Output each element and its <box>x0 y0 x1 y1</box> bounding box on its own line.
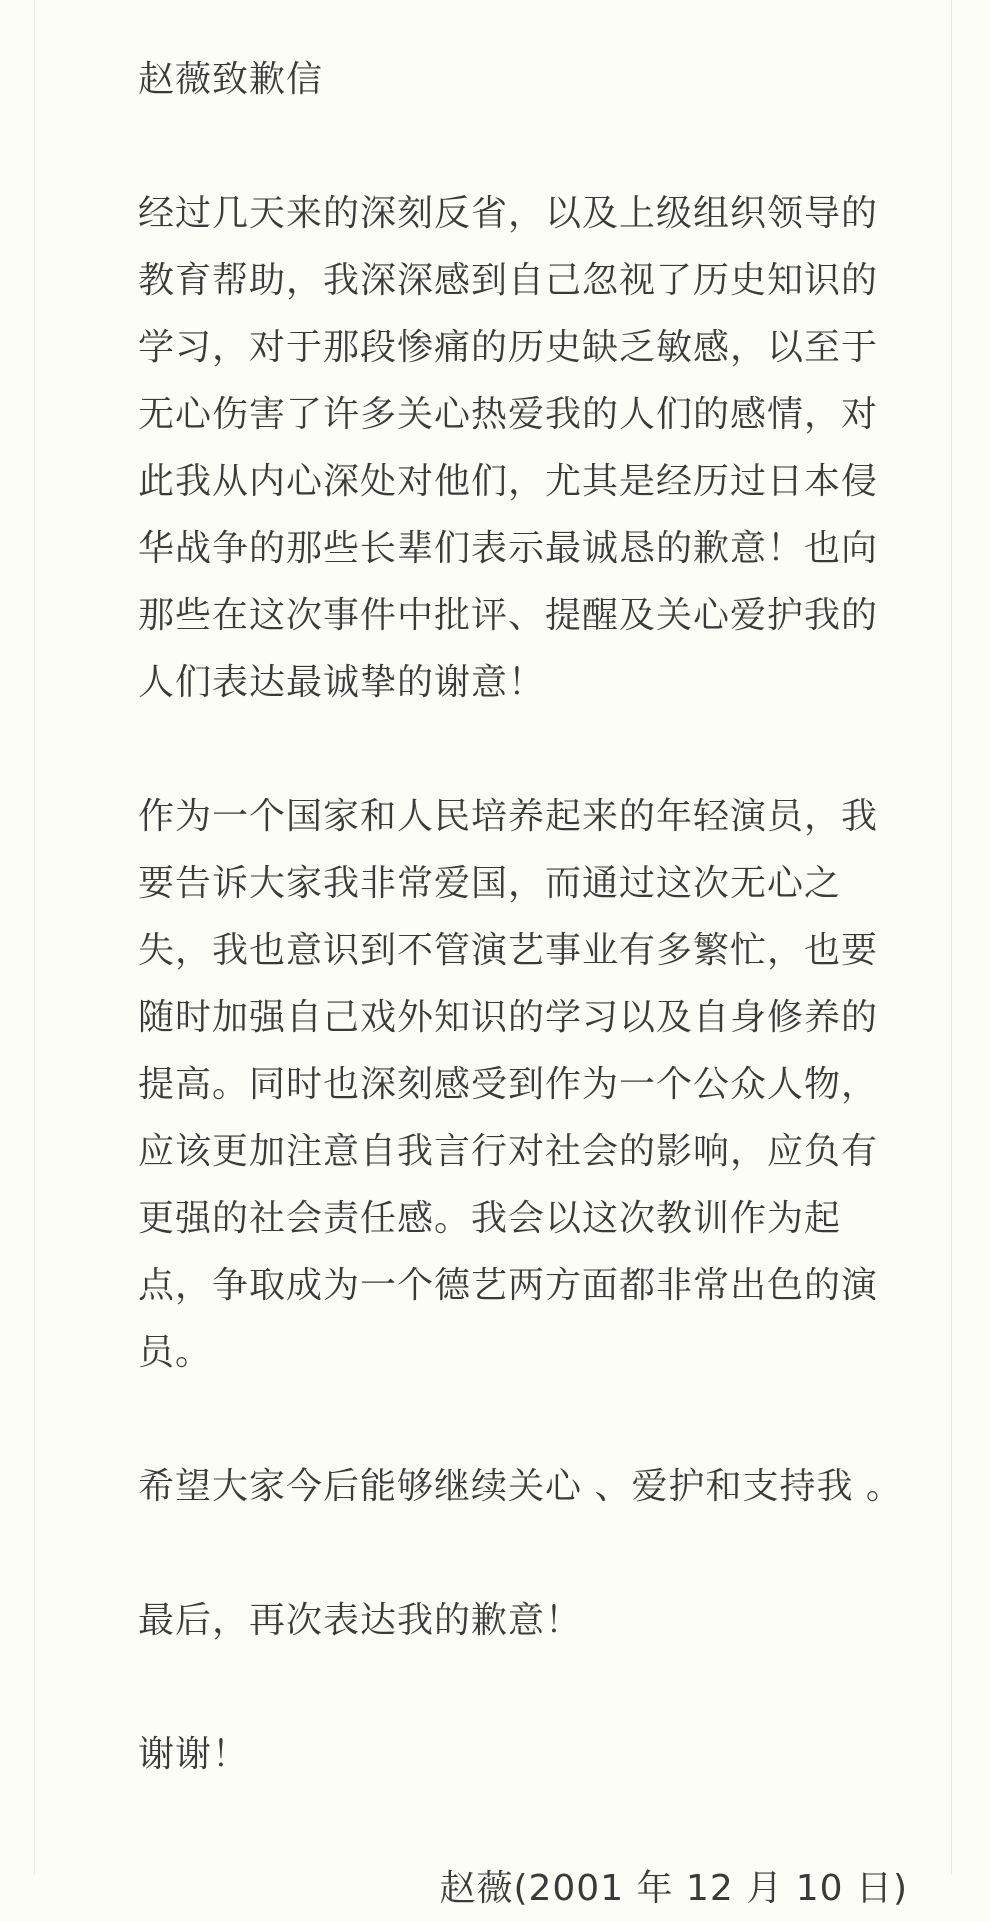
letter-title: 赵薇致歉信 <box>138 59 324 100</box>
letter-paragraph-3: 希望大家今后能够继续关心 、爱护和支持我 。 <box>138 1466 903 1507</box>
letter-paragraph-2: 作为一个国家和人民培养起来的年轻演员，我要告诉大家我非常爱国，而通过这次无心之失，我也意识到不管演艺事业有多繁忙，也要随时加强自己戏外知识的学习以及自身修养的提高。同时也深刻感受到作为一个公众人物，应该更加注意自我言行对社会的影响，应负有更强的社会责任感。我会以这次教训作为起点，争取成为一个德艺两方面都非常出色的演员。 <box>138 796 879 1373</box>
letter-paragraph-1: 经过几天来的深刻反省，以及上级组织领导的教育帮助，我深深感到自己忽视了历史知识的学习，对于那段惨痛的历史缺乏敏感，以至于无心伤害了许多关心热爱我的人们的感情，对此我从内心深处对他们，尤其是经历过日本侵华战争的那些长辈们表示最诚恳的歉意！也向那些在这次事件中批评、提醒及关心爱护我的人们表达最诚挚的谢意！ <box>138 193 879 703</box>
letter-body <box>138 46 908 1922</box>
letter-paragraph-4: 最后，再次表达我的歉意！ <box>138 1600 583 1641</box>
letter-sheet <box>34 0 952 1909</box>
letter-signature: 赵薇(2001 年 12 月 10 日) <box>439 1868 908 1909</box>
letter-paragraph-5: 谢谢！ <box>138 1734 250 1775</box>
